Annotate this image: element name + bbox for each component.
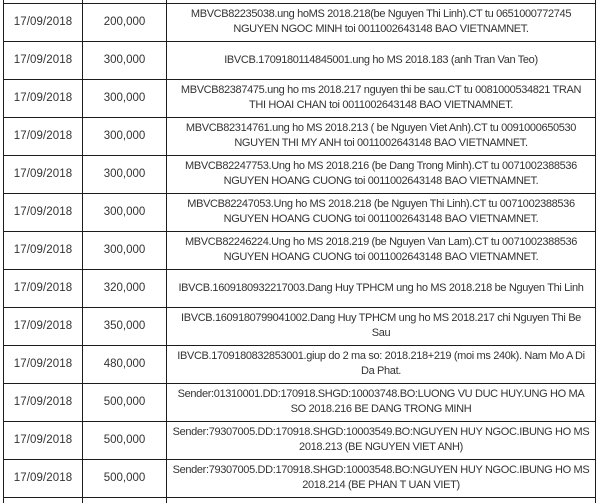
description-cell: MBVCB82246224.Ung ho MS 2018.219 (be Nguyen Van Lam).CT tu 0071002388536 NGUYEN HOANG CUONG toi 0011002643148 BAO VIETNAMNET.: [167, 231, 596, 269]
date-cell: 17/09/2018: [4, 41, 83, 79]
table-row: [4, 41, 596, 79]
description-cell: MBVCB82247753.Ung ho MS 2018.216 (be Dang Trong Minh).CT tu 0071002388536 NGUYEN HOANG CUONG toi 0011002643148 BAO VIETNAMNET.: [167, 155, 596, 193]
date-cell: 17/09/2018: [4, 231, 83, 269]
amount-cell: 350,000: [83, 307, 167, 345]
table-row: [4, 307, 596, 345]
table-row: [4, 79, 596, 117]
table-row: [4, 117, 596, 155]
description-cell: Sender:79307005.DD:170918.SHGD:10003548.BO:NGUYEN HUY NGOC.IBUNG HO MS 2018.214 (BE PHAN T UAN VIET): [167, 459, 596, 497]
date-cell: 17/09/2018: [4, 3, 83, 41]
date-cell: 17/09/2018: [4, 117, 83, 155]
partial-row-bottom: [4, 497, 596, 503]
date-cell: 17/09/2018: [4, 307, 83, 345]
amount-cell: 500,000: [83, 459, 167, 497]
table-row: [4, 269, 596, 307]
amount-cell: 300,000: [83, 155, 167, 193]
table-row: [4, 383, 596, 421]
date-cell: 17/09/2018: [4, 383, 83, 421]
table-row: [4, 421, 596, 459]
amount-cell: 500,000: [83, 421, 167, 459]
amount-cell: 200,000: [83, 3, 167, 41]
partial-cell: [167, 497, 596, 503]
amount-cell: 300,000: [83, 193, 167, 231]
amount-cell: 500,000: [83, 383, 167, 421]
amount-cell: 300,000: [83, 41, 167, 79]
table-row: [4, 459, 596, 497]
description-cell: Sender:01310001.DD:170918.SHGD:10003748.BO:LUONG VU DUC HUY.UNG HO MA SO 2018.216 BE DANG TRONG MINH: [167, 383, 596, 421]
date-cell: 17/09/2018: [4, 193, 83, 231]
description-cell: MBVCB82387475.ung ho ms 2018.217 nguyen thi be sau.CT tu 0081000534821 TRAN THI HOAI CHAN toi 0011002643148 BAO VIETNAMNET.: [167, 79, 596, 117]
description-cell: IBVCB.1709180114845001.ung ho MS 2018.183 (anh Tran Van Teo): [167, 41, 596, 79]
table-row: [4, 231, 596, 269]
description-cell: IBVCB.1609180799041002.Dang Huy TPHCM ung ho MS 2018.217 chi Nguyen Thi Be Sau: [167, 307, 596, 345]
table-row: [4, 345, 596, 383]
description-cell: IBVCB.1709180832853001.giup do 2 ma so: 2018.218+219 (moi ms 240k). Nam Mo A Di Da Phat.: [167, 345, 596, 383]
description-cell: MBVCB82235038.ung hoMS 2018.218(be Nguyen Thi Linh).CT tu 0651000772745 NGUYEN NGOC MINH toi 0011002643148 BAO VIETNAMNET.: [167, 3, 596, 41]
date-cell: 17/09/2018: [4, 345, 83, 383]
amount-cell: 300,000: [83, 117, 167, 155]
amount-cell: 320,000: [83, 269, 167, 307]
amount-cell: 480,000: [83, 345, 167, 383]
table-row: [4, 3, 596, 41]
partial-cell: [4, 497, 83, 503]
amount-cell: 300,000: [83, 79, 167, 117]
table-row: [4, 193, 596, 231]
date-cell: 17/09/2018: [4, 79, 83, 117]
description-cell: IBVCB.1609180932217003.Dang Huy TPHCM ung ho MS 2018.218 be Nguyen Thi Linh: [167, 269, 596, 307]
table-row: [4, 155, 596, 193]
description-cell: MBVCB82314761.ung ho MS 2018.213 ( be Nguyen Viet Anh).CT tu 0091000650530 NGUYEN THI MY ANH toi 0011002643148 BAO VIETNAMNET.: [167, 117, 596, 155]
date-cell: 17/09/2018: [4, 155, 83, 193]
description-cell: MBVCB82247053.Ung ho MS 2018.218 (be Nguyen Thi Linh).CT tu 0071002388536 NGUYEN HOANG CUONG toi 0011002643148 BAO VIETNAMNET.: [167, 193, 596, 231]
date-cell: 17/09/2018: [4, 421, 83, 459]
transactions-table: [3, 0, 596, 503]
description-cell: Sender:79307005.DD:170918.SHGD:10003549.BO:NGUYEN HUY NGOC.IBUNG HO MS 2018.213 (BE NGUYEN VIET ANH): [167, 421, 596, 459]
date-cell: 17/09/2018: [4, 459, 83, 497]
partial-cell: [83, 497, 167, 503]
amount-cell: 300,000: [83, 231, 167, 269]
date-cell: 17/09/2018: [4, 269, 83, 307]
